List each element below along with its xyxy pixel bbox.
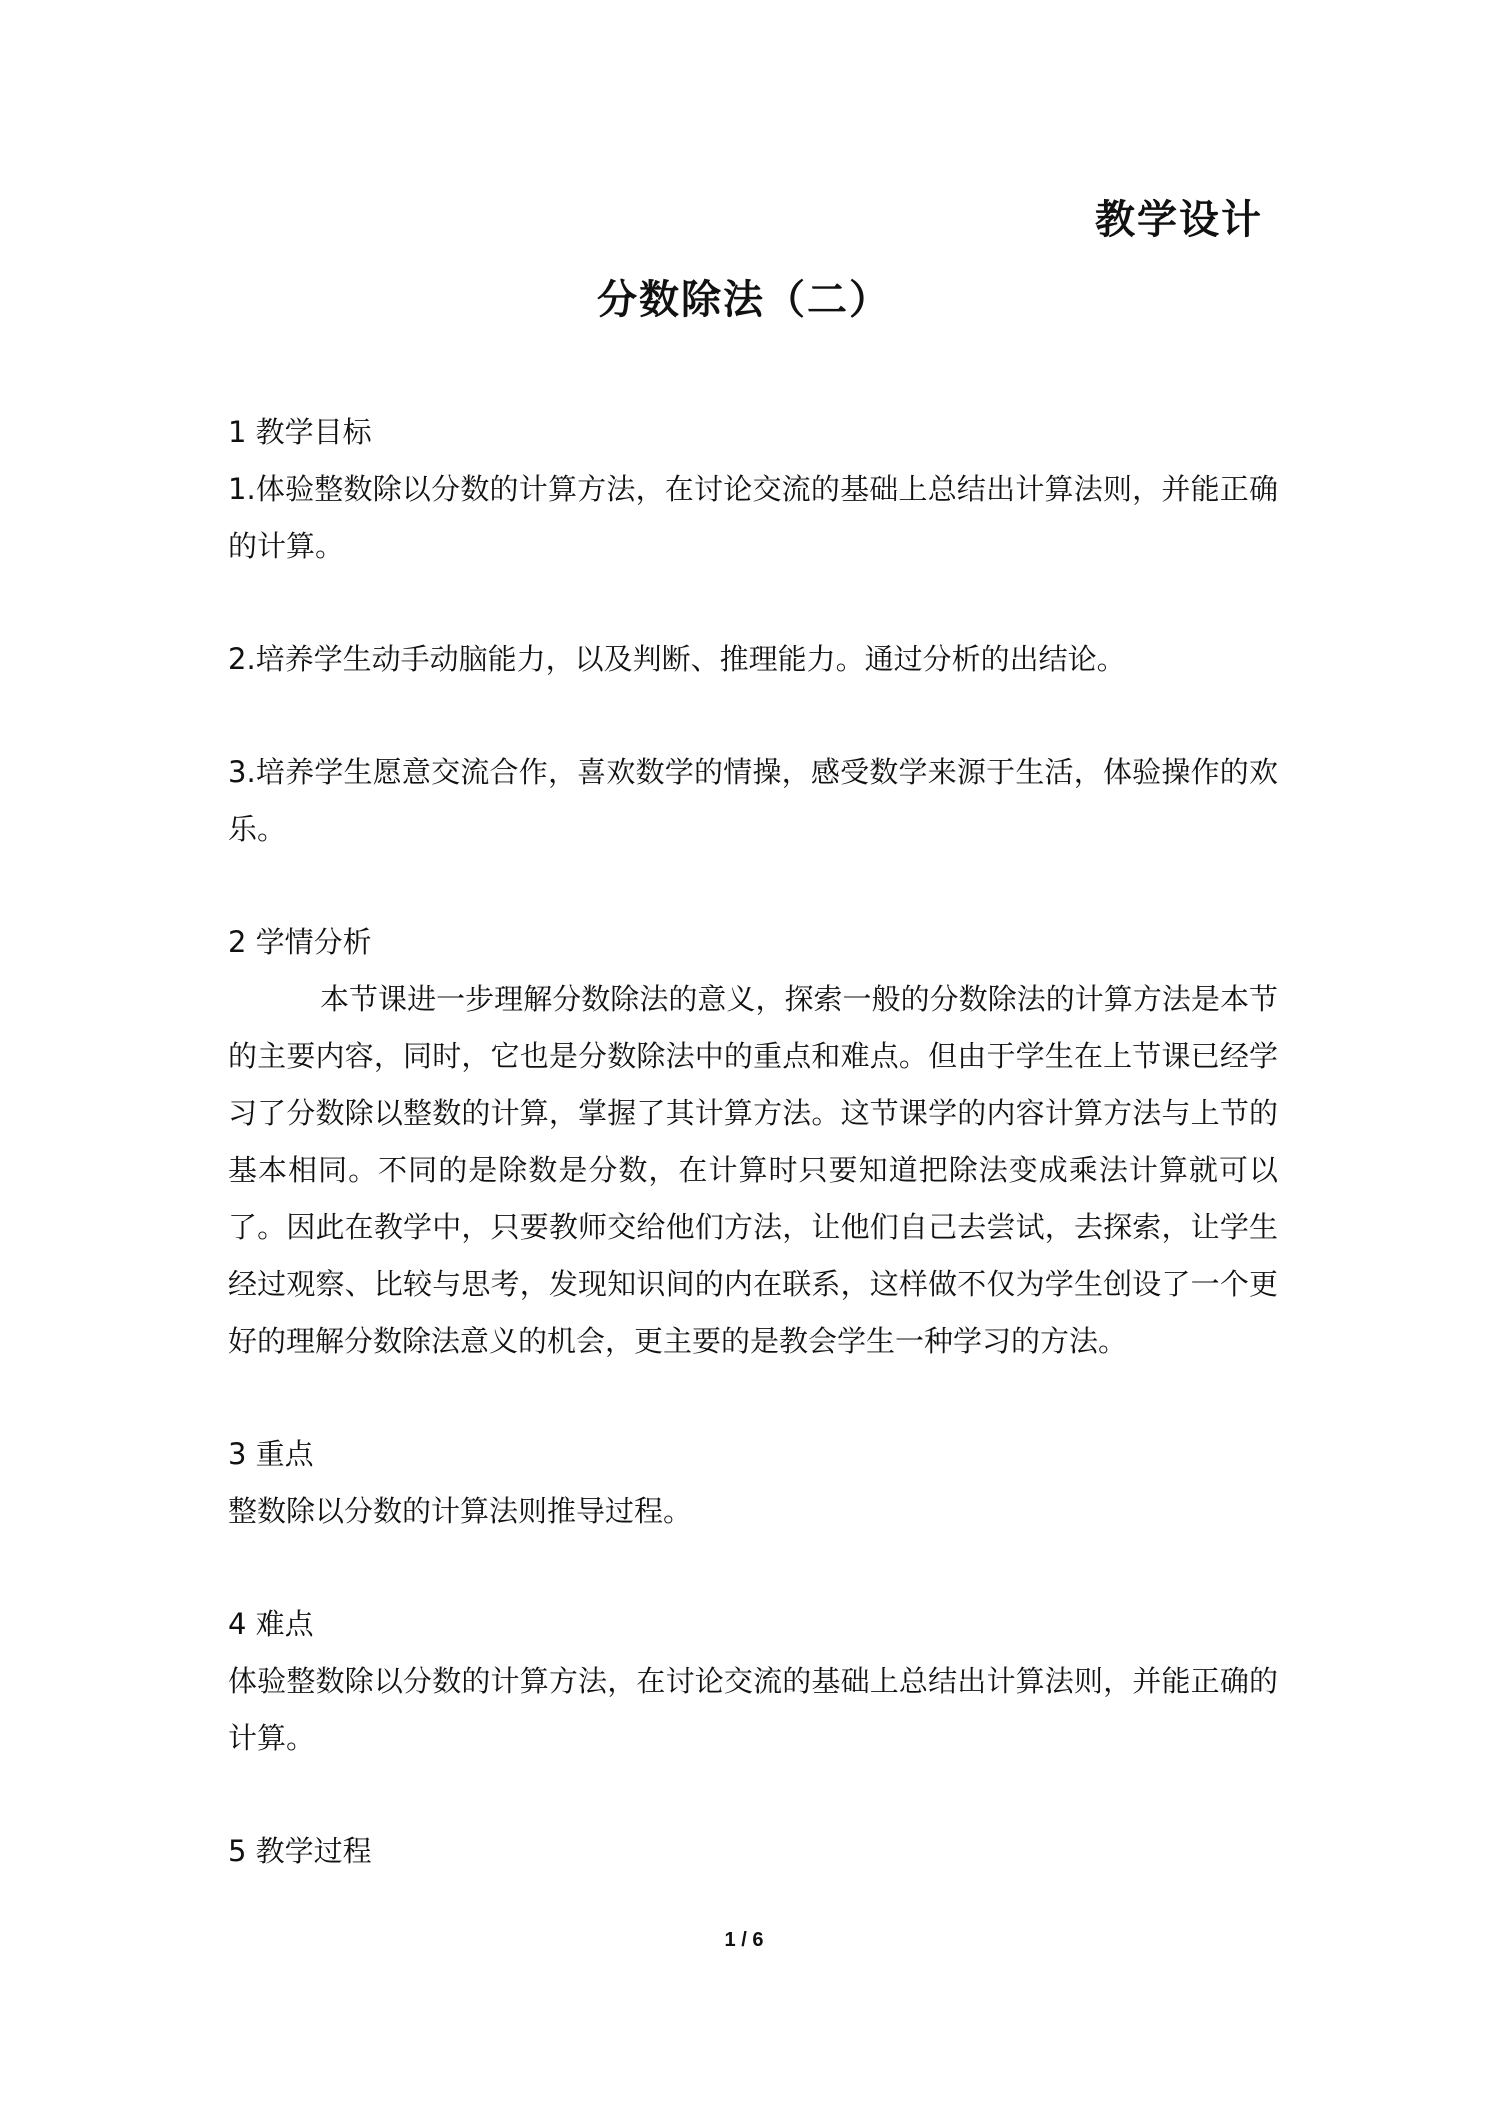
document-subtitle: 分数除法（二） [597,277,891,323]
spacer [228,575,1278,631]
key-point-text: 整数除以分数的计算法则推导过程。 [228,1494,693,1528]
analysis-paragraph: 本节课进一步理解分数除法的意义，探索一般的分数除法的计算方法是本节的主要内容，同时，它也是分数除法中的重点和难点。但由于学生在上节课已经学习了分数除以整数的计算，掌握了其计算方法。这节课学的内容计算方法与上节的基本相同。不同的是除数是分数，在计算时只要知道把除法变成乘法计算就可以了。因此在教学中，只要教师交给他们方法，让他们自己去尝试，去探索，让学生经过观察、比较与思考，发现知识间的内在联系，这样做不仅为学生创设了一个更好的理解分数除法意义的机会，更主要的是教会学生一种学习的方法。 [228,982,1278,1358]
goal-item-3: 3.培养学生愿意交流合作，喜欢数学的情操，感受数学来源于生活，体验操作的欢乐。 [228,755,1278,846]
spacer [228,1370,1278,1426]
spacer [228,1767,1278,1823]
difficulty-text: 体验整数除以分数的计算方法，在讨论交流的基础上总结出计算法则，并能正确的计算。 [228,1664,1278,1755]
section-heading-process: 5 教学过程 [228,1834,372,1868]
section-heading-difficulty: 4 难点 [228,1607,314,1641]
section-heading-analysis: 2 学情分析 [228,925,372,959]
goal-item-1: 1.体验整数除以分数的计算方法，在讨论交流的基础上总结出计算法则，并能正确的计算。 [228,472,1278,563]
section-heading-goals: 1 教学目标 [228,415,372,449]
spacer [228,1540,1278,1596]
section-heading-key-point: 3 重点 [228,1437,314,1471]
document-body [228,404,1278,1880]
document-title: 教学设计 [1095,197,1263,243]
page-number: 1 / 6 [724,1929,764,1951]
spacer [228,858,1278,914]
spacer [228,688,1278,744]
goal-item-2: 2.培养学生动手动脑能力，以及判断、推理能力。通过分析的出结论。 [228,642,1126,676]
